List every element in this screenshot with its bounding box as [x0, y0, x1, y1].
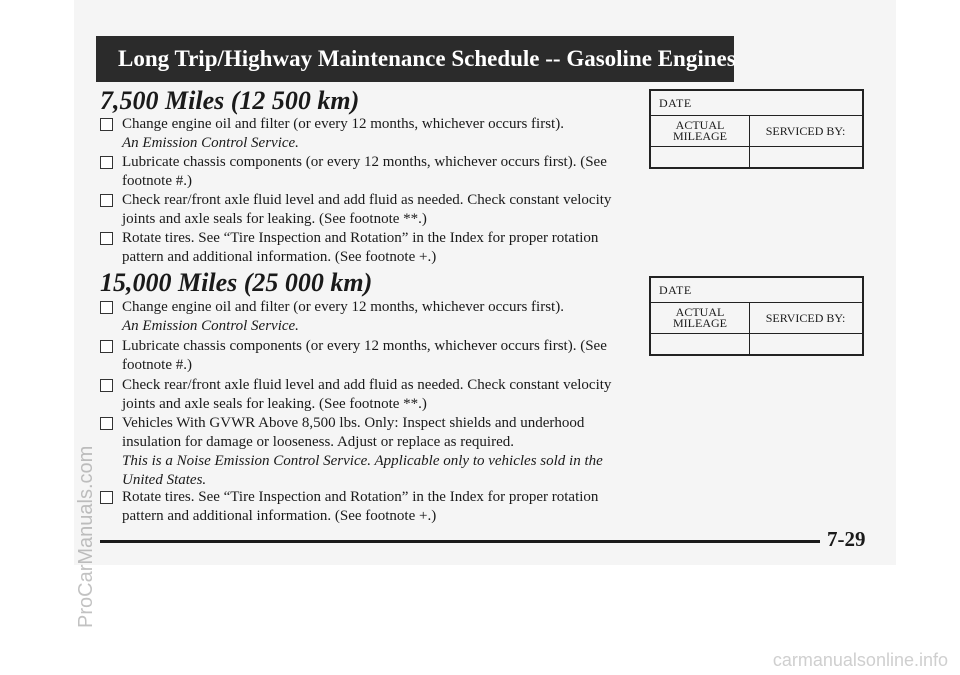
checkbox-icon[interactable]: [100, 301, 113, 314]
watermark-text: ProCarManuals.com: [75, 445, 97, 628]
service-record-box: [649, 276, 864, 356]
page-number: 7-29: [827, 527, 866, 551]
checkbox-icon[interactable]: [100, 491, 113, 504]
service-record-box: [649, 89, 864, 169]
checklist-item: [100, 115, 640, 153]
checkbox-icon[interactable]: [100, 379, 113, 392]
record-divider: [749, 145, 750, 167]
record-date-label: DATE: [659, 283, 692, 297]
item-text: Check rear/front axle fluid level and add fluid as needed. Check constant velocity joints and axle seals for leaking. (See footnote **.): [122, 377, 612, 412]
record-divider: [749, 332, 750, 354]
record-serviced-label: SERVICED BY:: [765, 310, 846, 325]
checkbox-icon[interactable]: [100, 156, 113, 169]
checklist-item: [100, 337, 640, 375]
record-mileage-label: ACTUAL MILEAGE: [651, 303, 750, 333]
checklist-item: [100, 191, 640, 229]
item-text: Lubricate chassis components (or every 12 months, whichever occurs first). (See footnote #.): [122, 154, 607, 189]
item-text: Rotate tires. See “Tire Inspection and Rotation” in the Index for proper rotation pattern and additional information. (See footnote +.): [122, 489, 599, 524]
checkbox-icon[interactable]: [100, 118, 113, 131]
checklist-item: [100, 414, 640, 490]
section-title-15000: 15,000 Miles (25 000 km): [100, 268, 373, 297]
page-banner-title: Long Trip/Highway Maintenance Schedule -- Gasoline Engines: [96, 36, 734, 82]
record-mileage-label: ACTUAL MILEAGE: [651, 116, 750, 146]
item-text: Lubricate chassis components (or every 12 months, whichever occurs first). (See footnote #.): [122, 338, 607, 373]
site-watermark: carmanualsonline.info: [772, 650, 948, 670]
item-note: This is a Noise Emission Control Service. Applicable only to vehicles sold in the United States.: [122, 453, 603, 488]
item-text: Check rear/front axle fluid level and add fluid as needed. Check constant velocity joints and axle seals for leaking. (See footnote **.): [122, 192, 612, 227]
section-title-7500: 7,500 Miles (12 500 km): [100, 86, 360, 115]
item-note: An Emission Control Service.: [122, 135, 299, 151]
checklist-item: [100, 488, 640, 526]
checklist-item: [100, 153, 640, 191]
record-serviced-label: SERVICED BY:: [765, 123, 846, 138]
item-text: Change engine oil and filter (or every 12 months, whichever occurs first).: [122, 116, 564, 132]
checklist-item: [100, 376, 640, 414]
footer-rule: [100, 540, 820, 543]
checklist-item: [100, 229, 640, 267]
checkbox-icon[interactable]: [100, 194, 113, 207]
item-note: An Emission Control Service.: [122, 318, 299, 334]
item-text: Vehicles With GVWR Above 8,500 lbs. Only: Inspect shields and underhood insulation for damage or looseness. Adjust or replace as required.: [122, 415, 585, 450]
record-header-row: [651, 115, 862, 147]
item-text: Rotate tires. See “Tire Inspection and Rotation” in the Index for proper rotation pattern and additional information. (See footnote +.): [122, 230, 599, 265]
checkbox-icon[interactable]: [100, 417, 113, 430]
checkbox-icon[interactable]: [100, 340, 113, 353]
record-header-row: [651, 302, 862, 334]
item-text: Change engine oil and filter (or every 12 months, whichever occurs first).: [122, 299, 564, 315]
record-date-label: DATE: [659, 96, 692, 110]
checklist-item: [100, 298, 640, 336]
checkbox-icon[interactable]: [100, 232, 113, 245]
